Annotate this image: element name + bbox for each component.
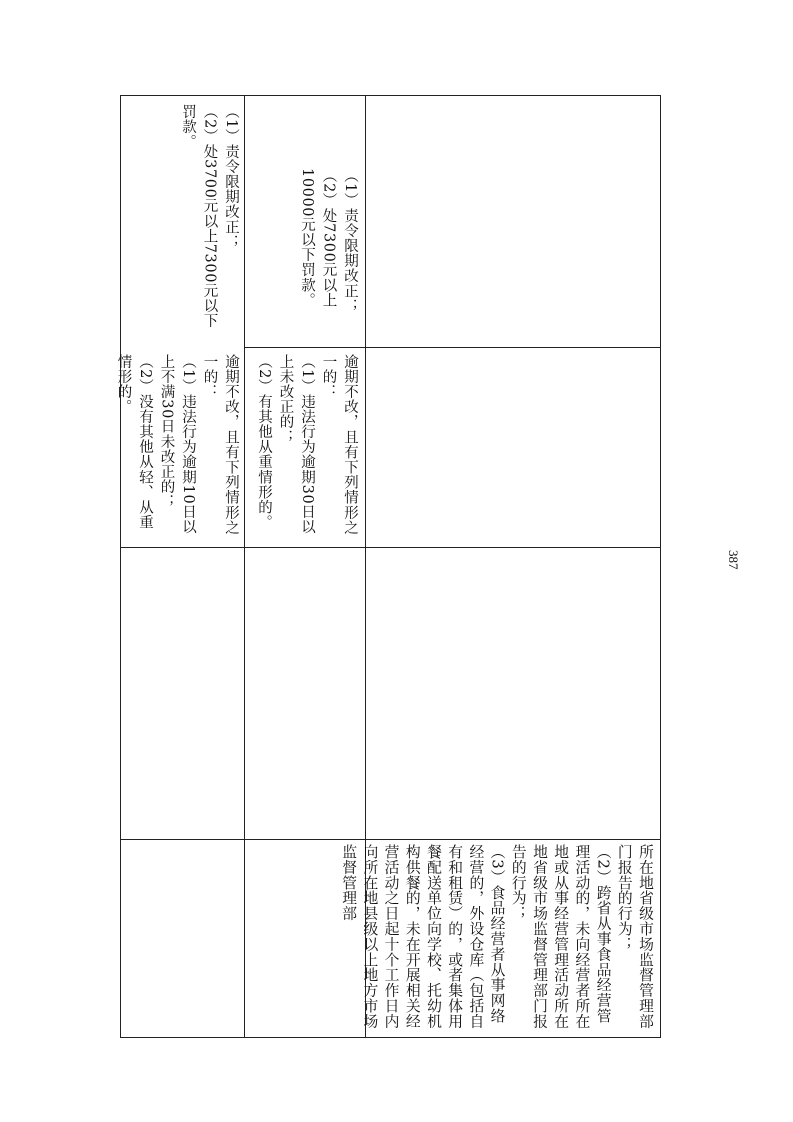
- page-number: 387: [726, 550, 741, 570]
- row1-conduct-cell: 逾期不改，且有下列情形之一的： （1）违法行为逾期10日以上不满30日未改正的； （2）没有其他从轻、从重情形的。: [115, 354, 239, 536]
- row1-penalty-cell: （1）责令限期改正； （2）处3700元以上7300元以下罚款。: [180, 104, 239, 329]
- row2-penalty-cell: （1）责令限期改正； （2）处7300元以上10000元以下罚款。: [299, 168, 358, 314]
- penalty-table: [115, 95, 661, 1038]
- cell-divider-violation: [121, 839, 660, 840]
- cell-divider-conduct: [121, 547, 660, 548]
- row2-conduct-cell: 逾期不改，且有下列情形之一的： （1）违法行为逾期30日以上未改正的； （2）有其他从重情形的。: [256, 354, 358, 536]
- violation-description-cell: 所在地省级市场监督管理部门报告的行为； （2）跨省从事食品经营管理活动的，未向经营者所在地或从事经营管理活动所在地省级市场监督管理部门报告的行为； （3）食品经营者从事网络经营的，外设仓库（包括自有和租赁）的，或者集体用餐配送单位向学校、托幼机构供餐的，未在开展相关经营活动之日起十个工作日内向所在地县级以上地方市场监督管理部: [340, 844, 654, 1029]
- cell-divider-penalty: [244, 347, 660, 348]
